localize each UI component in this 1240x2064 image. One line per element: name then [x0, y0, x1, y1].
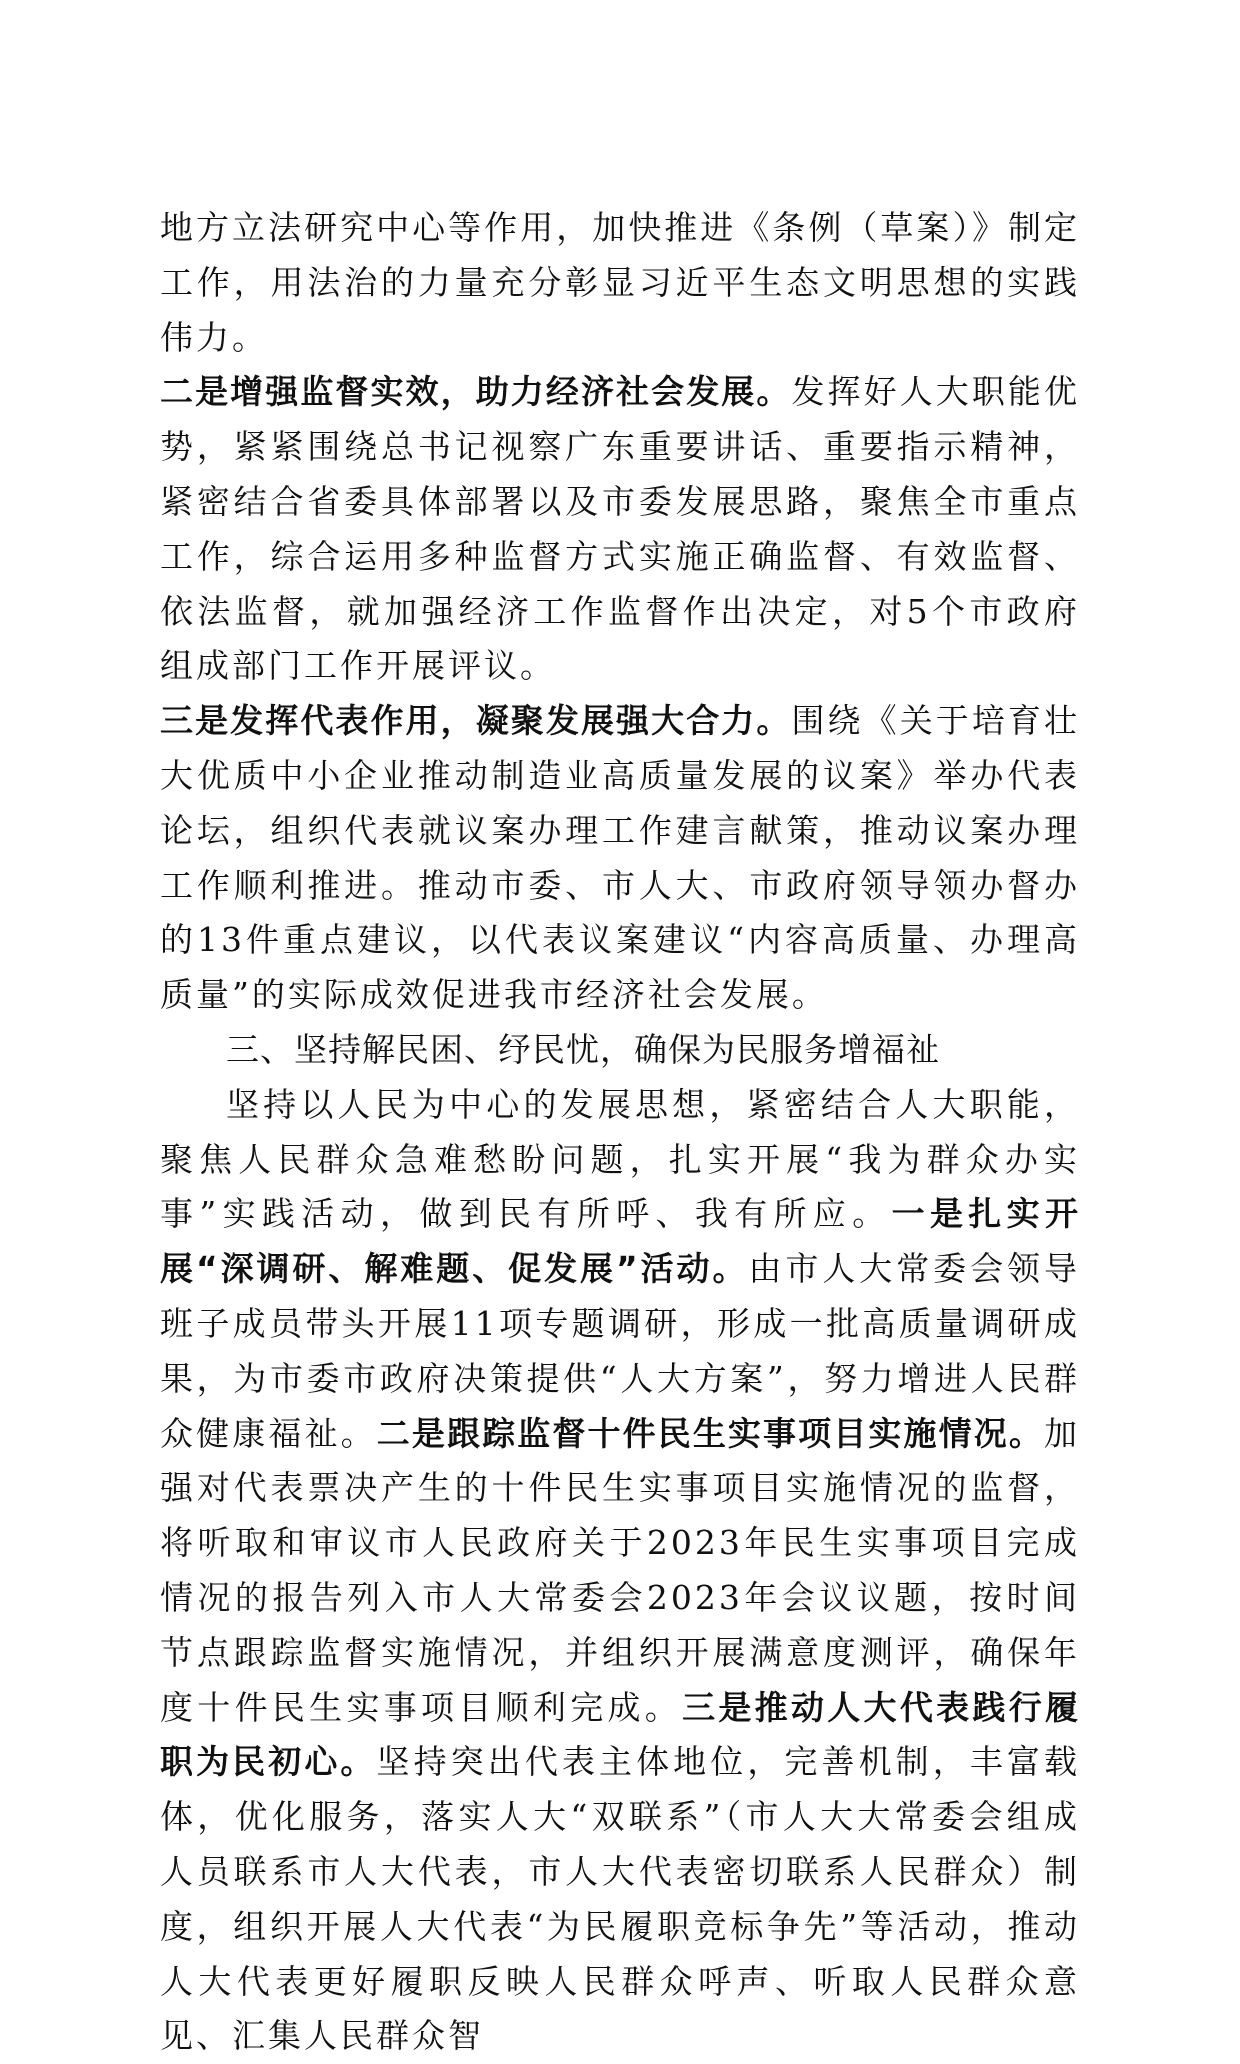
paragraph-text: 由市人大常委会领导班子成员带头开展11项专题调研，形成一批高质量调研成果，为市委市政府决策提供“人大方案”，努力增进人民群众健康福祉。 [160, 1249, 1080, 1453]
document-page [160, 201, 1080, 2064]
section-heading: 三、坚持解民困、纾民忧，确保为民服务增福祉 [226, 1029, 940, 1069]
paragraph-intro: 坚持以人民为中心的发展思想，紧密结合人大职能，聚焦人民群众急难愁盼问题，扎实开展“我为群众办实事”实践活动，做到民有所呼、我有所应。 [160, 1084, 1080, 1234]
paragraph-people [160, 1078, 1080, 2064]
paragraph-lead: 一是扎实开展“深调研、解难题、促发展”活动。 [160, 1194, 1081, 1289]
paragraph-text: 加强对代表票决产生的十件民生实事项目实施情况的监督，将听取和审议市人民政府关于2023年民生实事项目完成情况的报告列入市人大常委会2023年会议议题，按时间节点跟踪监督实施情况，并组织开展满意度测评，确保年度十件民生实事项目顺利完成。 [160, 1413, 1081, 1727]
paragraph-legislation [160, 201, 1080, 365]
paragraph-text: 围绕《关于培育壮大优质中小企业推动制造业高质量发展的议案》举办代表论坛，组织代表就议案办理工作建言献策，推动议案办理工作顺利推进。推动市委、市人大、市政府领导领办督办的13件重点建议，以代表议案建议“内容高质量、办理高质量”的实际成效促进我市经济社会发展。 [160, 701, 1081, 1015]
paragraph-deputies [160, 694, 1080, 1023]
paragraph-lead: 三是推动人大代表践行履职为民初心。 [160, 1687, 1081, 1782]
paragraph-lead: 二是增强监督实效，助力经济社会发展。 [160, 372, 792, 412]
paragraph-text: 坚持突出代表主体地位，完善机制，丰富载体，优化服务，落实人大“双联系”（市人大大常委会组成人员联系市人大代表，市人大代表密切联系人民群众）制度，组织开展人大代表“为民履职竞标争先”等活动，推动人大代表更好履职反映人民群众呼声、听取人民群众意见、汇集人民群众智 [160, 1742, 1080, 2056]
paragraph-supervision [160, 365, 1080, 694]
paragraph-lead: 二是跟踪监督十件民生实事项目实施情况。 [376, 1413, 1045, 1453]
paragraph-text: 发挥好人大职能优势，紧紧围绕总书记视察广东重要讲话、重要指示精神，紧密结合省委具体部署以及市委发展思路，聚焦全市重点工作，综合运用多种监督方式实施正确监督、有效监督、依法监督，就加强经济工作监督作出决定，对5个市政府组成部门工作开展评议。 [160, 372, 1081, 686]
paragraph-lead: 三是发挥代表作用，凝聚发展强大合力。 [160, 701, 792, 741]
paragraph-text: 地方立法研究中心等作用，加快推进《条例（草案）》制定工作，用法治的力量充分彰显习近平生态文明思想的实践伟力。 [160, 208, 1080, 357]
